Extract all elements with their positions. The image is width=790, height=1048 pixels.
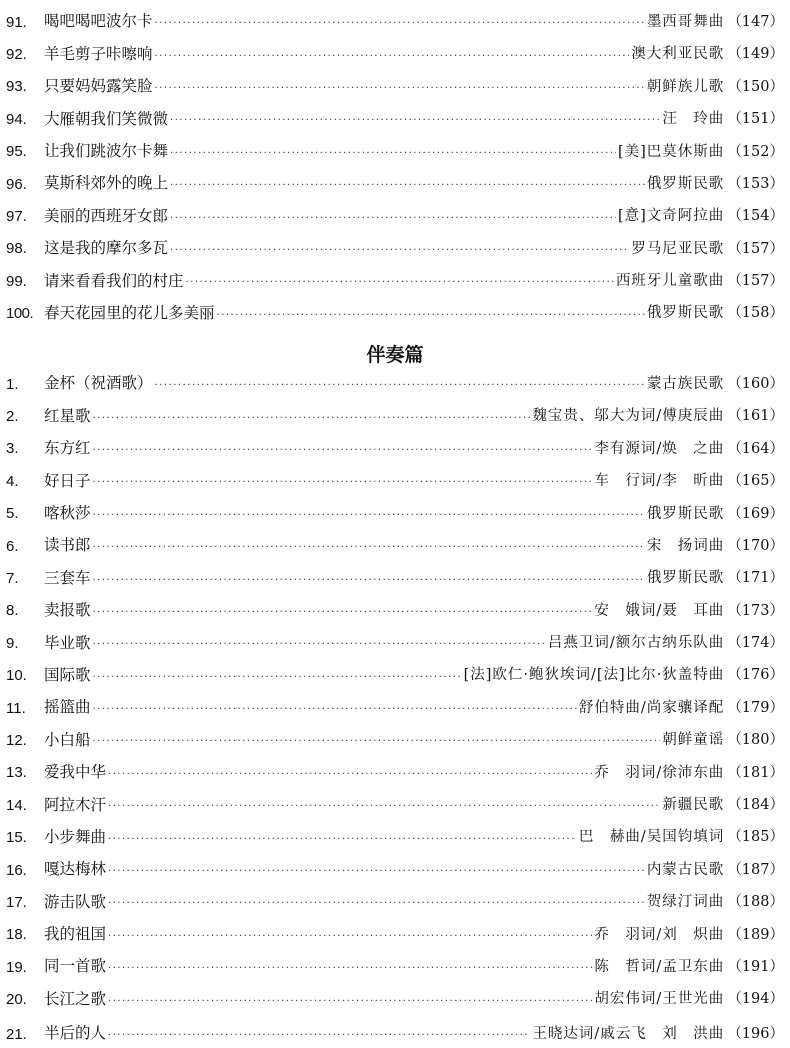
toc-row [6,983,784,1015]
leader-dots [93,478,593,488]
toc-row [6,919,784,951]
entry-number: 1. [6,375,19,393]
song-title: 春天花园里的花儿多美丽 [44,303,215,322]
toc-row [6,886,784,918]
toc-row [6,660,784,692]
song-credit: 内蒙古民歌 [646,861,725,878]
page-number: （188） [727,894,784,911]
song-title: 莫斯科郊外的晚上 [44,174,169,193]
entry-number: 93. [6,78,27,96]
song-credit: 乔 羽词/刘 炽曲 [594,926,725,943]
toc-row [6,595,784,627]
toc-row [6,562,784,594]
song-credit: 舒伯特曲/尚家骧译配 [578,699,725,716]
leader-dots [170,116,660,126]
entry-number: 17. [6,893,27,911]
song-credit: 胡宏伟词/王世光曲 [594,991,725,1008]
song-credit: 汪 玲曲 [662,111,725,128]
leader-dots [108,1031,530,1041]
toc-row [6,789,784,821]
toc-row [6,724,784,756]
entry-number: 2. [6,408,19,426]
toc-list-part2 [6,368,784,1016]
page-number: （169） [727,505,784,522]
entry-number: 19. [6,958,27,976]
page-number: （179） [727,699,784,716]
toc-list-part1 [6,6,784,330]
entry-number: 92. [6,46,27,64]
song-title: 摇篮曲 [44,698,91,717]
page-number: （150） [727,78,784,95]
toc-row [6,627,784,659]
toc-row [6,951,784,983]
toc-row [6,71,784,103]
page-number: （191） [727,958,784,975]
song-title: 小白船 [44,730,91,749]
toc-row [6,400,784,432]
leader-dots [93,511,645,521]
page-number: （176） [727,667,784,684]
song-credit: 朝鲜族儿歌 [646,78,725,95]
song-credit: 西班牙儿童歌曲 [615,273,725,290]
leader-dots [108,997,592,1007]
song-title: 请来看看我们的村庄 [44,271,184,290]
song-credit: 俄罗斯民歌 [646,175,725,192]
song-title: 读书郎 [44,536,91,555]
song-title: 红星歌 [44,406,91,425]
page-number: （181） [727,764,784,781]
song-credit: [法]欧仁·鲍狄埃词/[法]比尔·狄盖特曲 [463,667,725,684]
song-credit: 俄罗斯民歌 [646,305,725,322]
entry-number: 13. [6,764,27,782]
song-credit: [美]巴莫休斯曲 [617,143,725,160]
song-title: 半后的人 [44,1024,107,1043]
page-number: （157） [727,240,784,257]
toc-row [6,368,784,400]
song-credit: 安 娥词/聂 耳曲 [594,602,725,619]
song-title: 金杯（祝酒歌） [44,374,153,393]
song-credit: 乔 羽词/徐沛东曲 [594,764,725,781]
song-title: 东方红 [44,439,91,458]
page-number: （158） [727,305,784,322]
leader-dots [93,608,593,618]
page-number: （165） [727,473,784,490]
page-number: （157） [727,273,784,290]
leader-dots [108,867,645,877]
song-credit: 魏宝贵、邬大为词/傅庚辰曲 [532,408,725,425]
leader-dots [170,246,629,256]
toc-row [6,6,784,38]
song-title: 大雁朝我们笑微微 [44,109,169,128]
song-credit: 俄罗斯民歌 [646,505,725,522]
toc-row [6,200,784,232]
leader-dots [93,737,661,747]
song-credit: 贺绿汀词曲 [646,894,725,911]
entry-number: 11. [6,699,26,717]
song-credit: 陈 哲词/孟卫东曲 [594,958,725,975]
song-credit: 俄罗斯民歌 [646,570,725,587]
entry-number: 95. [6,143,27,161]
page-number: （153） [727,175,784,192]
page-number: （187） [727,861,784,878]
entry-number: 20. [6,991,27,1009]
song-credit: 墨西哥舞曲 [646,13,725,30]
song-title: 我的祖国 [44,925,107,944]
toc-row [6,465,784,497]
entry-number: 9. [6,634,19,652]
toc-row [6,298,784,330]
toc-row [6,530,784,562]
leader-dots [217,311,645,321]
song-credit: 巴 赫曲/吴国钧填词 [578,829,725,846]
entry-number: 12. [6,731,27,749]
toc-row [6,1018,784,1048]
leader-dots [108,770,592,780]
leader-dots [170,149,616,159]
song-title: 让我们跳波尔卡舞 [44,142,169,160]
page-number: （196） [727,1025,784,1042]
song-title: 嘎达梅林 [44,860,107,879]
song-credit: 吕燕卫词/额尔古纳乐队曲 [547,635,725,652]
song-credit: 新疆民歌 [662,797,725,814]
page-number: （154） [727,208,784,225]
entry-number: 16. [6,861,27,879]
page-number: （170） [727,537,784,554]
song-title: 长江之歌 [44,989,107,1008]
page-number: （174） [727,635,784,652]
toc-row [6,757,784,789]
song-credit: 车 行词/李 昕曲 [594,473,725,490]
song-title: 游击队歌 [44,892,107,911]
toc-row [6,38,784,70]
entry-number: 94. [6,110,27,128]
toc-row [6,233,784,265]
page-number: （173） [727,602,784,619]
entry-number: 97. [6,208,27,226]
leader-dots [186,278,614,288]
leader-dots [93,576,645,586]
song-credit: 朝鲜童谣 [662,732,725,749]
leader-dots [93,414,531,424]
leader-dots [155,19,645,29]
leader-dots [155,84,645,94]
section-heading: 伴奏篇 [366,344,424,366]
song-credit: [意]文奇阿拉曲 [617,208,725,225]
page-number: （171） [727,570,784,587]
leader-dots [93,543,645,553]
toc-row [6,498,784,530]
song-title: 国际歌 [44,665,91,684]
entry-number: 4. [6,472,19,490]
song-title: 三套车 [44,568,91,587]
leader-dots [108,835,577,845]
entry-number: 18. [6,926,27,944]
leader-dots [108,802,660,812]
entry-number: 100. [6,305,34,323]
page-number: （184） [727,797,784,814]
page-number: （161） [727,408,784,425]
leader-dots [170,214,616,224]
toc-row [6,854,784,886]
entry-number: 10. [6,667,27,685]
leader-dots [93,705,577,715]
toc-row [6,103,784,135]
leader-dots [108,899,645,909]
entry-number: 15. [6,829,27,847]
song-credit: 罗马尼亚民歌 [631,240,725,257]
entry-number: 14. [6,796,27,814]
toc-row [6,433,784,465]
leader-dots [93,673,462,683]
song-credit: 蒙古族民歌 [646,375,725,392]
entry-number: 21. [6,1025,27,1043]
entry-number: 91. [6,13,27,31]
partial-row-cutoff [6,1018,784,1048]
leader-dots [93,640,546,650]
page-number: （160） [727,375,784,392]
leader-dots [108,964,592,974]
entry-number: 96. [6,175,27,193]
page-number: （189） [727,926,784,943]
song-title: 毕业歌 [44,633,91,652]
song-title: 好日子 [44,471,91,490]
page-number: （151） [727,111,784,128]
song-title: 美丽的西班牙女郎 [44,206,169,225]
song-title: 卖报歌 [44,601,91,620]
leader-dots [93,446,593,456]
entry-number: 98. [6,240,27,258]
leader-dots [155,52,630,62]
toc-row [6,168,784,200]
song-title: 阿拉木汗 [44,795,107,814]
song-credit: 宋 扬词曲 [646,537,725,554]
entry-number: 5. [6,505,19,523]
toc-row [6,265,784,297]
entry-number: 7. [6,570,19,588]
song-credit: 王晓达词/戚云飞 刘 洪曲 [532,1025,725,1042]
song-title: 同一首歌 [44,957,107,976]
song-credit: 李有源词/焕 之曲 [594,440,725,457]
song-title: 小步舞曲 [44,827,107,846]
leader-dots [108,932,592,942]
page-number: （185） [727,829,784,846]
song-title: 喝吧喝吧波尔卡 [44,12,153,31]
page-number: （149） [727,46,784,63]
song-title: 羊毛剪子咔嚓响 [44,44,153,63]
page-number: （147） [727,13,784,30]
page-number: （152） [727,143,784,160]
toc-row [6,692,784,724]
song-title: 喀秋莎 [44,504,91,522]
leader-dots [155,381,645,391]
page-number: （164） [727,440,784,457]
entry-number: 8. [6,602,19,620]
song-title: 爱我中华 [44,763,107,782]
leader-dots [170,181,645,191]
entry-number: 3. [6,440,19,458]
toc-row [6,821,784,853]
toc-row [6,136,784,168]
page-number: （180） [727,732,784,749]
song-credit: 澳大利亚民歌 [631,46,725,63]
page-number: （194） [727,991,784,1008]
song-title: 这是我的摩尔多瓦 [44,239,169,258]
song-title: 只要妈妈露笑脸 [44,77,153,96]
entry-number: 6. [6,537,19,555]
entry-number: 99. [6,272,27,290]
